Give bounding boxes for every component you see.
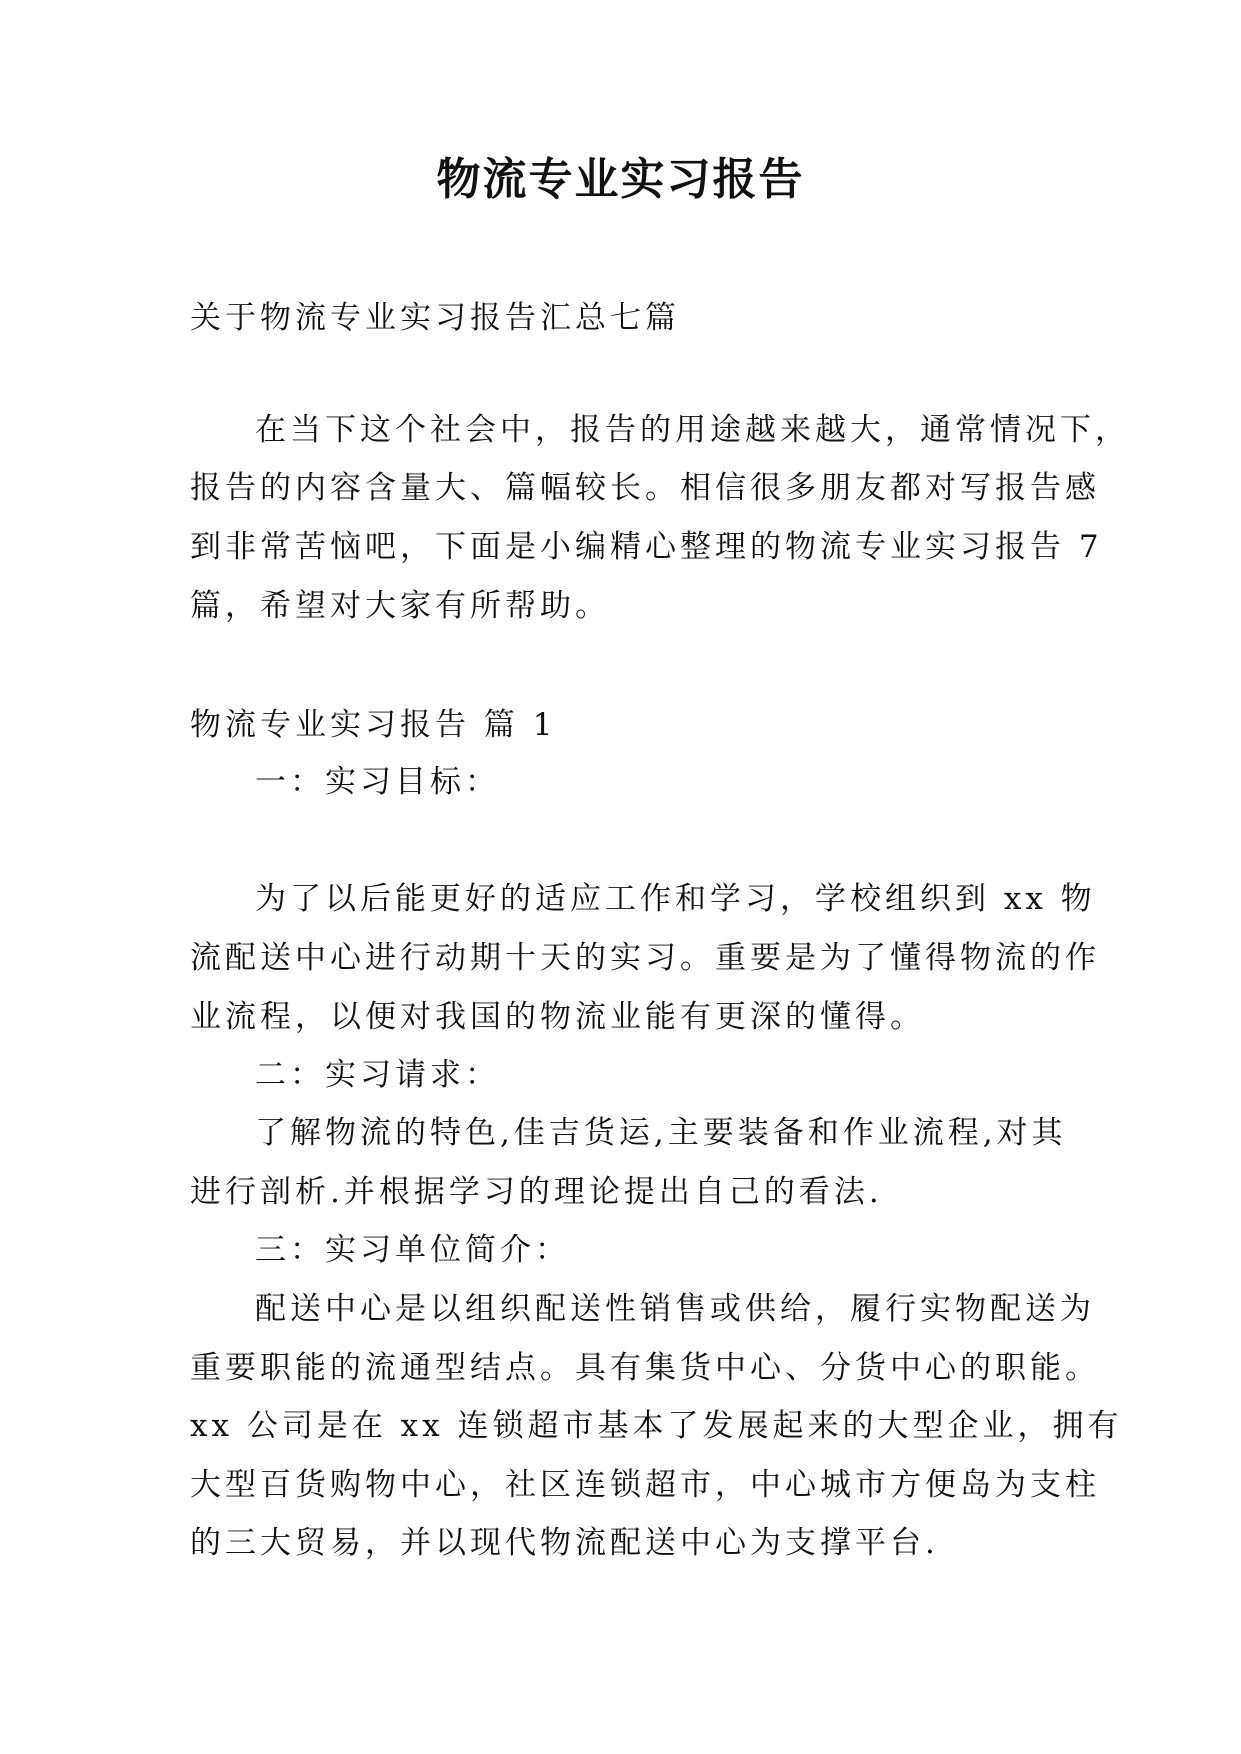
subtitle-line: 关于物流专业实习报告汇总七篇 <box>190 300 680 336</box>
goal-line-1: 为了以后能更好的适应工作和学习，学校组织到 xx 物 <box>255 881 1096 917</box>
unit-line-2: 重要职能的流通型结点。具有集货中心、分货中心的职能。 <box>190 1350 1100 1386</box>
goal-line-2: 流配送中心进行动期十天的实习。重要是为了懂得物流的作 <box>190 940 1100 976</box>
intro-line-1: 在当下这个社会中，报告的用途越来越大，通常情况下， <box>255 412 1130 448</box>
unit-line-1: 配送中心是以组织配送性销售或供给，履行实物配送为 <box>255 1291 1095 1327</box>
goal-line-3: 业流程，以便对我国的物流业能有更深的懂得。 <box>190 999 925 1035</box>
requirement-line-1: 了解物流的特色,佳吉货运,主要装备和作业流程,对其 <box>255 1115 1067 1151</box>
subheading-unit: 三：实习单位简介： <box>255 1232 570 1268</box>
section-heading: 物流专业实习报告 篇 1 <box>190 707 557 743</box>
intro-line-2: 报告的内容含量大、篇幅较长。相信很多朋友都对写报告感 <box>190 470 1100 506</box>
intro-line-4: 篇，希望对大家有所帮助。 <box>190 588 610 624</box>
unit-line-3: xx 公司是在 xx 连锁超市基本了发展起来的大型企业，拥有 <box>190 1408 1123 1444</box>
subheading-requirement: 二：实习请求： <box>255 1057 500 1093</box>
document-title: 物流专业实习报告 <box>436 154 805 205</box>
intro-line-3: 到非常苦恼吧，下面是小编精心整理的物流专业实习报告 7 <box>190 529 1103 565</box>
unit-line-5: 的三大贸易，并以现代物流配送中心为支撑平台. <box>190 1525 939 1561</box>
requirement-line-2: 进行剖析.并根据学习的理论提出自己的看法. <box>190 1174 883 1210</box>
subheading-goal: 一：实习目标： <box>255 764 500 800</box>
unit-line-4: 大型百货购物中心，社区连锁超市，中心城市方便岛为支柱 <box>190 1467 1100 1503</box>
